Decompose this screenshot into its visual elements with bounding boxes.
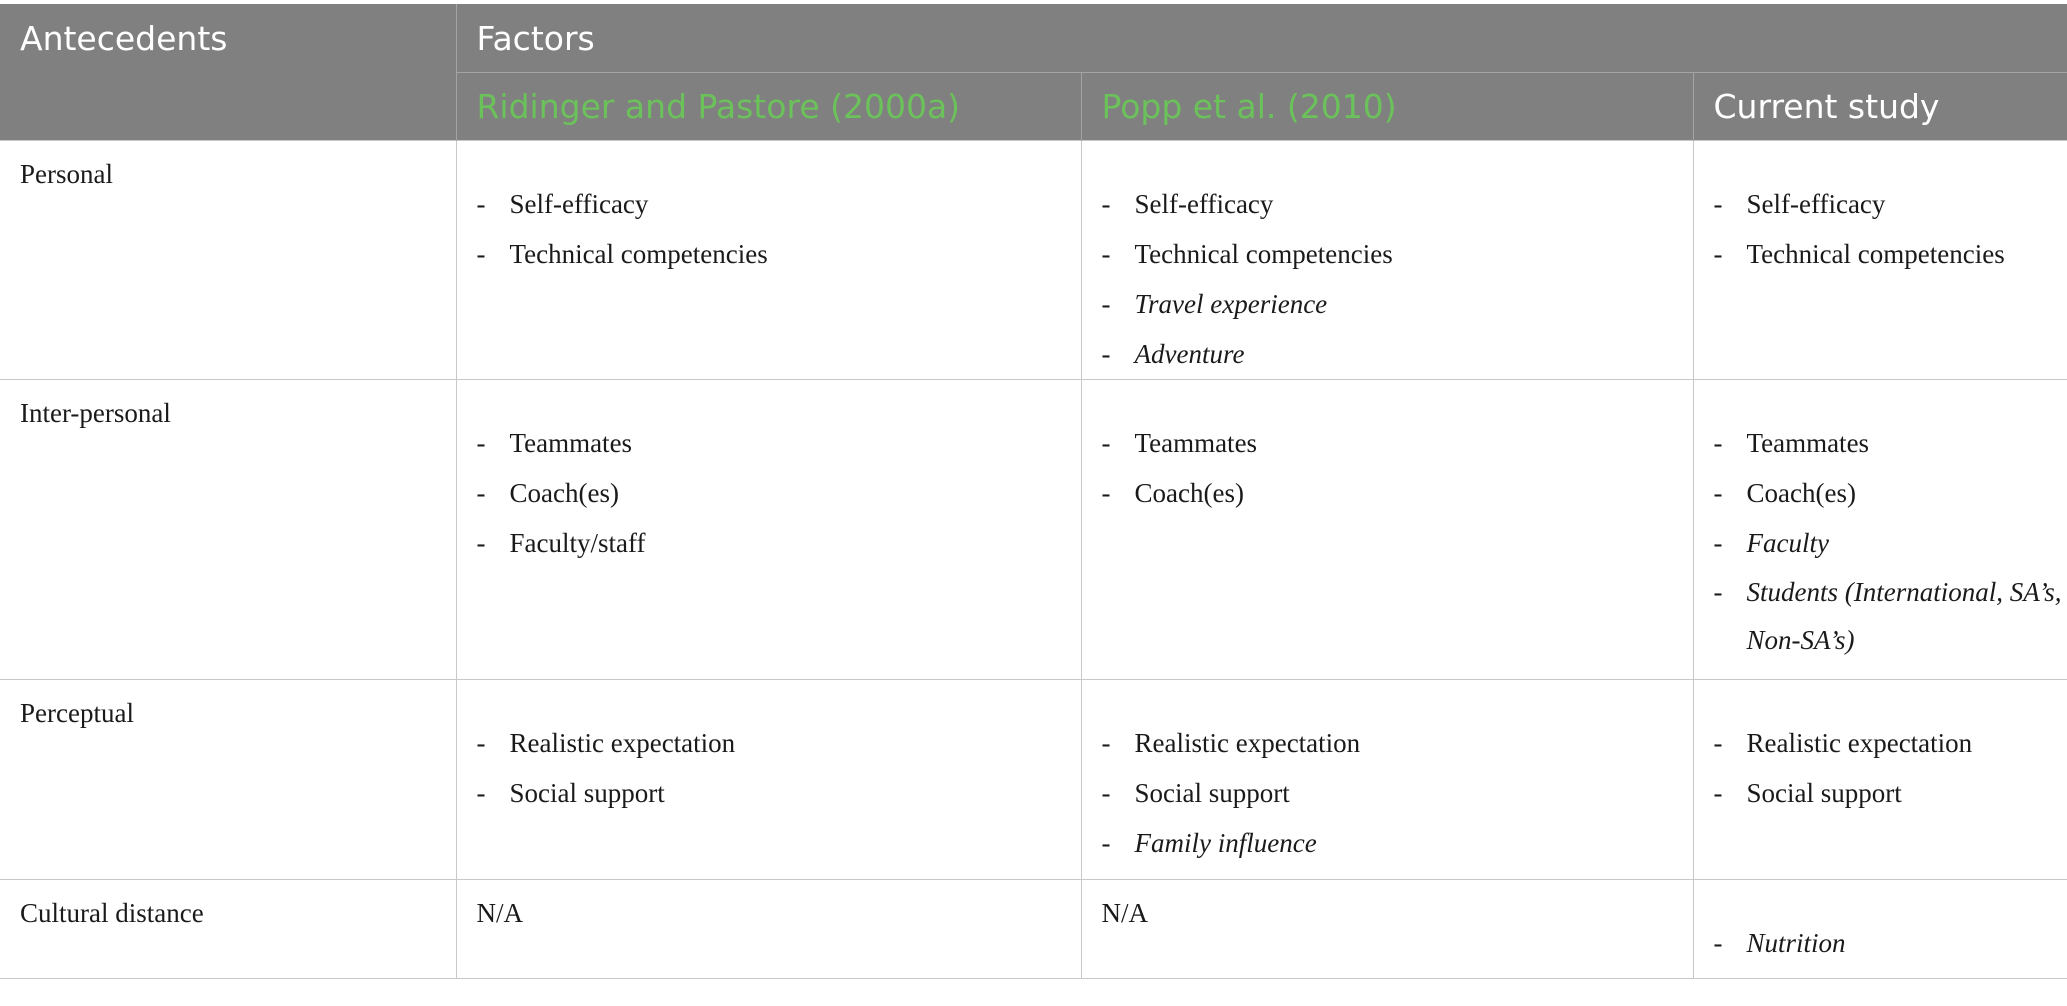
factor-item bbox=[477, 718, 1081, 768]
list-dash: - bbox=[1101, 339, 1111, 369]
list-dash: - bbox=[1101, 478, 1111, 508]
factor-text: Faculty bbox=[1746, 528, 1829, 558]
header-ridinger-pastore-link[interactable]: Ridinger and Pastore (2000a) bbox=[456, 73, 1081, 141]
factor-text: Social support bbox=[1746, 778, 1902, 808]
table-cell bbox=[1081, 680, 1693, 880]
list-dash: - bbox=[476, 189, 486, 219]
table-cell bbox=[1693, 380, 2067, 680]
factor-text: Nutrition bbox=[1746, 928, 1846, 958]
list-dash: - bbox=[1101, 189, 1111, 219]
table-cell bbox=[1693, 141, 2067, 380]
list-dash: - bbox=[476, 478, 486, 508]
list-dash: - bbox=[1713, 577, 1723, 607]
row-label: Personal bbox=[0, 141, 456, 380]
factor-item bbox=[1102, 468, 1693, 518]
table-row bbox=[0, 380, 2067, 680]
factor-item bbox=[1714, 518, 2067, 568]
table-cell bbox=[456, 141, 1081, 380]
factor-text: Adventure bbox=[1134, 339, 1245, 369]
list-dash: - bbox=[1713, 428, 1723, 458]
factor-text: Self-efficacy bbox=[1746, 189, 1886, 219]
factor-item bbox=[1102, 179, 1693, 229]
factor-text: Realistic expectation bbox=[509, 728, 736, 758]
factor-item bbox=[1714, 418, 2067, 468]
factor-item bbox=[1102, 229, 1693, 279]
list-dash: - bbox=[476, 778, 486, 808]
factor-text: Teammates bbox=[1134, 428, 1258, 458]
list-dash: - bbox=[1101, 289, 1111, 319]
factor-item bbox=[477, 179, 1081, 229]
factor-text: Social support bbox=[509, 778, 665, 808]
factor-item bbox=[477, 768, 1081, 818]
row-label: Cultural distance bbox=[0, 880, 456, 979]
table-cell bbox=[1693, 880, 2067, 979]
factor-item bbox=[1102, 768, 1693, 818]
header-antecedents: Antecedents bbox=[0, 4, 456, 141]
list-dash: - bbox=[1713, 778, 1723, 808]
table-row bbox=[0, 680, 2067, 880]
list-dash: - bbox=[1101, 778, 1111, 808]
table-cell bbox=[456, 380, 1081, 680]
table-cell bbox=[456, 680, 1081, 880]
factor-item bbox=[1714, 468, 2067, 518]
list-dash: - bbox=[1713, 478, 1723, 508]
factor-list bbox=[1714, 718, 2067, 818]
factor-item bbox=[1102, 418, 1693, 468]
factor-list bbox=[1714, 918, 2067, 968]
factor-text: Technical competencies bbox=[1746, 239, 2005, 269]
list-dash: - bbox=[476, 428, 486, 458]
factor-item bbox=[1714, 768, 2067, 818]
header-current-study: Current study bbox=[1693, 73, 2067, 141]
factor-text: Coach(es) bbox=[1134, 478, 1244, 508]
factor-list bbox=[477, 179, 1081, 279]
factor-list bbox=[477, 718, 1081, 818]
na-text: N/A bbox=[1101, 898, 1148, 928]
factor-text: Students (International, SA’s, Non-SA’s) bbox=[1746, 577, 2062, 655]
list-dash: - bbox=[1713, 189, 1723, 219]
list-dash: - bbox=[1101, 728, 1111, 758]
factor-text: Coach(es) bbox=[1746, 478, 1856, 508]
list-dash: - bbox=[1713, 239, 1723, 269]
factor-text: Faculty/staff bbox=[509, 528, 646, 558]
factor-text: Social support bbox=[1134, 778, 1290, 808]
factor-item bbox=[477, 468, 1081, 518]
table-cell bbox=[1693, 680, 2067, 880]
factor-item bbox=[477, 518, 1081, 568]
table-cell bbox=[1081, 380, 1693, 680]
comparison-table bbox=[0, 4, 2067, 979]
factor-text: Teammates bbox=[1746, 428, 1870, 458]
factor-item bbox=[1714, 568, 2067, 664]
table-row bbox=[0, 880, 2067, 979]
table-row bbox=[0, 141, 2067, 380]
factor-list bbox=[477, 418, 1081, 568]
factor-item bbox=[1102, 718, 1693, 768]
list-dash: - bbox=[1101, 828, 1111, 858]
header-factors: Factors bbox=[456, 4, 2067, 73]
factor-text: Self-efficacy bbox=[1134, 189, 1274, 219]
factor-text: Teammates bbox=[509, 428, 633, 458]
list-dash: - bbox=[1713, 728, 1723, 758]
factor-text: Technical competencies bbox=[1134, 239, 1393, 269]
factor-text: Family influence bbox=[1134, 828, 1317, 858]
list-dash: - bbox=[476, 728, 486, 758]
factor-item bbox=[477, 418, 1081, 468]
list-dash: - bbox=[476, 239, 486, 269]
factor-list bbox=[1102, 718, 1693, 868]
factor-list bbox=[1714, 179, 2067, 279]
factor-item bbox=[1714, 918, 2067, 968]
factor-list bbox=[1102, 418, 1693, 518]
factor-item bbox=[1102, 818, 1693, 868]
header-popp-link[interactable]: Popp et al. (2010) bbox=[1081, 73, 1693, 141]
factor-item bbox=[1714, 179, 2067, 229]
factor-text: Technical competencies bbox=[509, 239, 768, 269]
factor-item bbox=[1102, 279, 1693, 329]
factor-text: Travel experience bbox=[1134, 289, 1328, 319]
factor-text: Realistic expectation bbox=[1746, 728, 1973, 758]
list-dash: - bbox=[1101, 239, 1111, 269]
table-cell bbox=[1081, 141, 1693, 380]
factor-item bbox=[477, 229, 1081, 279]
factor-list bbox=[1102, 179, 1693, 379]
factor-text: Self-efficacy bbox=[509, 189, 649, 219]
list-dash: - bbox=[1713, 528, 1723, 558]
factor-text: Realistic expectation bbox=[1134, 728, 1361, 758]
row-label: Perceptual bbox=[0, 680, 456, 880]
factor-list bbox=[1714, 418, 2067, 664]
table-cell bbox=[456, 880, 1081, 979]
table-cell bbox=[1081, 880, 1693, 979]
factor-text: Coach(es) bbox=[509, 478, 619, 508]
factor-item bbox=[1714, 718, 2067, 768]
na-text: N/A bbox=[476, 898, 523, 928]
factor-item bbox=[1714, 229, 2067, 279]
row-label: Inter-personal bbox=[0, 380, 456, 680]
list-dash: - bbox=[1713, 928, 1723, 958]
factor-item bbox=[1102, 329, 1693, 379]
list-dash: - bbox=[1101, 428, 1111, 458]
list-dash: - bbox=[476, 528, 486, 558]
